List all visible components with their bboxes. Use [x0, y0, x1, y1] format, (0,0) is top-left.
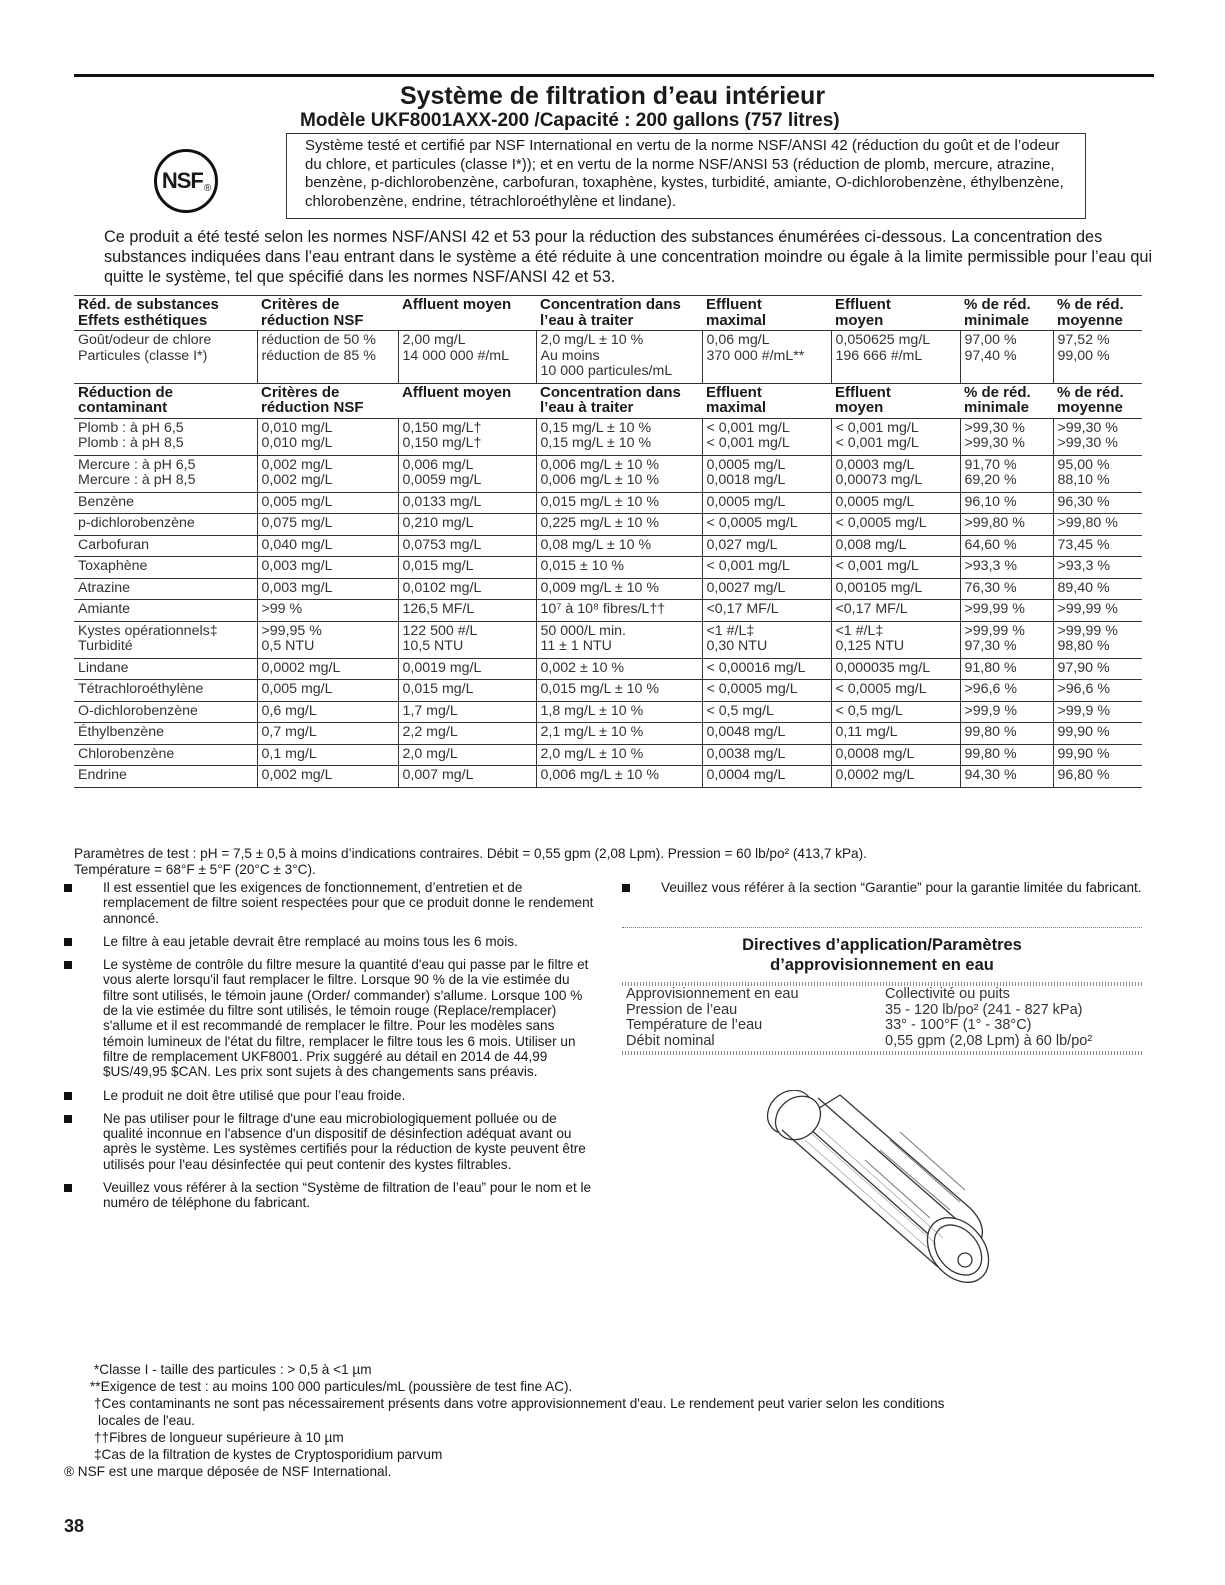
table-cell: < 0,5 mg/L: [831, 701, 960, 723]
table-cell: 0,150 mg/L† 0,150 mg/L†: [398, 418, 536, 455]
table-cell: Mercure : à pH 6,5 Mercure : à pH 8,5: [74, 455, 257, 492]
table-cell: >99,99 %: [1053, 600, 1142, 622]
table-cell: 2,0 mg/L ± 10 %: [536, 744, 702, 766]
table-cell: 0,005 mg/L: [257, 680, 398, 702]
table-row: [74, 766, 1142, 788]
directive-label: Approvisionnement en eau: [626, 986, 799, 1002]
table-cell: Éthylbenzène: [74, 723, 257, 745]
table-cell: 0,0002 mg/L: [257, 658, 398, 680]
table-cell: 0,006 mg/L ± 10 %: [536, 766, 702, 788]
column-header: Concentration dans l’eau à traiter: [536, 296, 702, 331]
table-cell: 0,008 mg/L: [831, 535, 960, 557]
page-title: Système de filtration d’eau intérieur: [399, 82, 826, 110]
table-cell: Kystes opérationnels‡ Turbidité: [74, 621, 257, 658]
test-parameters: Paramètres de test : pH = 7,5 ± 0,5 à moins d’indications contraires. Débit = 0,55 gpm (2,08 Lpm). Pression = 60 lb/po² (413,7 kPa). Température = 68°F ± 5°F (20°C ± 3°C).: [74, 846, 867, 877]
table-cell: < 0,001 mg/L < 0,001 mg/L: [702, 418, 831, 455]
table-cell: 0,075 mg/L: [257, 514, 398, 536]
table-cell: 0,0048 mg/L: [702, 723, 831, 745]
directive-value: 35 - 120 lb/po² (241 - 827 kPa): [885, 1001, 1083, 1018]
directive-row: [626, 1018, 1146, 1034]
table-cell: 0,00105 mg/L: [831, 578, 960, 600]
table-cell: réduction de 50 % réduction de 85 %: [257, 331, 398, 384]
column-header: Affluent moyen: [398, 296, 536, 331]
table-cell: 99,80 %: [960, 744, 1053, 766]
table-cell: 0,027 mg/L: [702, 535, 831, 557]
bullet-text: Veuillez vous référer à la section “Système de filtration de l’eau” pour le nom et le numéro de téléphone du fabricant.: [103, 1180, 592, 1211]
nsf-logo: [154, 149, 218, 213]
table-cell: 0,005 mg/L: [257, 492, 398, 514]
table-cell: 50 000/L min. 11 ± 1 NTU: [536, 621, 702, 658]
directive-value: 33° - 100°F (1° - 38°C): [885, 1017, 1032, 1033]
table-row: [74, 535, 1142, 557]
bullet-text: Ne pas utiliser pour le filtrage d'une eau microbiologiquement polluée ou de qualité inconnue en l'absence d'un dispositif de désinfection adéquat avant ou après le système. Les systèmes certifiés pour la réduction de kyste peuvent être utilisés pour l'eau désinfectée qui peut contenir des kystes filtrables.: [103, 1110, 586, 1172]
table-cell: <0,17 MF/L: [702, 600, 831, 622]
page-subtitle: Modèle UKF8001AXX-200 /Capacité : 200 gallons (757 litres): [300, 110, 840, 131]
table-cell: 94,30 %: [960, 766, 1053, 788]
table-cell: 0,000035 mg/L: [831, 658, 960, 680]
bullet-square-icon: [64, 938, 72, 946]
table-cell: 0,002 mg/L: [257, 766, 398, 788]
table-cell: 0,015 mg/L: [398, 680, 536, 702]
note-item: [64, 1088, 594, 1103]
table-cell: < 0,0005 mg/L: [831, 514, 960, 536]
table-cell: 73,45 %: [1053, 535, 1142, 557]
column-header: Effluent maximal: [702, 383, 831, 418]
table-cell: 76,30 %: [960, 578, 1053, 600]
table-cell: < 0,001 mg/L < 0,001 mg/L: [831, 418, 960, 455]
table-cell: 0,015 mg/L: [398, 557, 536, 579]
table-cell: 0,0019 mg/L: [398, 658, 536, 680]
table-cell: < 0,001 mg/L: [702, 557, 831, 579]
table-cell: 0,0004 mg/L: [702, 766, 831, 788]
table-cell: 0,010 mg/L 0,010 mg/L: [257, 418, 398, 455]
top-rule: [74, 74, 1154, 77]
table-cell: 0,0753 mg/L: [398, 535, 536, 557]
directive-label: Température de l’eau: [626, 1017, 763, 1033]
table-cell: 96,80 %: [1053, 766, 1142, 788]
table-cell: < 0,5 mg/L: [702, 701, 831, 723]
table-cell: 0,0038 mg/L: [702, 744, 831, 766]
table-cell: 91,80 %: [960, 658, 1053, 680]
note-item: [64, 1111, 594, 1172]
table-row: [74, 492, 1142, 514]
intro-paragraph: Ce produit a été testé selon les normes NSF/ANSI 42 et 53 pour la réduction des substances énumérées ci-dessous. La concentration des substances indiquées dans l’eau entrant dans le système a été réduite à une concentration moindre ou égale à la limite permissible pour l’eau qui quitte le système, tel que spécifié dans les normes NSF/ANSI 42 et 53.: [104, 228, 1153, 286]
table-cell: Plomb : à pH 6,5 Plomb : à pH 8,5: [74, 418, 257, 455]
table-cell: >99,9 %: [1053, 701, 1142, 723]
table-cell: 96,10 %: [960, 492, 1053, 514]
table-cell: Endrine: [74, 766, 257, 788]
table-cell: < 0,0005 mg/L: [831, 680, 960, 702]
table-cell: 0,003 mg/L: [257, 557, 398, 579]
column-header: Critères de réduction NSF: [257, 296, 398, 331]
table-cell: >96,6 %: [960, 680, 1053, 702]
table-cell: 64,60 %: [960, 535, 1053, 557]
table-cell: 0,0102 mg/L: [398, 578, 536, 600]
table-cell: Tétrachloroéthylène: [74, 680, 257, 702]
table-cell: 97,90 %: [1053, 658, 1142, 680]
column-header: % de réd. minimale: [960, 383, 1053, 418]
table-row: [74, 455, 1142, 492]
table-cell: 2,0 mg/L ± 10 % Au moins 10 000 particules/mL: [536, 331, 702, 384]
directive-label: Pression de l’eau: [626, 1001, 738, 1018]
column-header: Effluent maximal: [702, 296, 831, 331]
table-cell: 0,007 mg/L: [398, 766, 536, 788]
table-cell: 89,40 %: [1053, 578, 1142, 600]
bullet-square-icon: [64, 1092, 72, 1100]
table-cell: <1 #/L‡ 0,125 NTU: [831, 621, 960, 658]
table-cell: 0,0133 mg/L: [398, 492, 536, 514]
table-cell: 2,0 mg/L: [398, 744, 536, 766]
table-cell: 99,90 %: [1053, 744, 1142, 766]
table-row: [74, 723, 1142, 745]
table-cell: 0,015 ± 10 %: [536, 557, 702, 579]
directive-row: [626, 1034, 1146, 1050]
table-cell: 2,2 mg/L: [398, 723, 536, 745]
table-cell: 97,00 % 97,40 %: [960, 331, 1053, 384]
table-cell: < 0,0005 mg/L: [702, 514, 831, 536]
notes-right: [622, 880, 1142, 903]
column-header: Réd. de substances Effets esthétiques: [74, 296, 257, 331]
footnote: *Classe I - taille des particules : > 0,5 à <1 µm: [94, 1362, 372, 1377]
directives-bottom-rule: [622, 1051, 1142, 1055]
contaminant-header-row: [74, 383, 1142, 418]
bullet-square-icon: [64, 961, 72, 969]
directive-row: [626, 1003, 1146, 1019]
column-header: Affluent moyen: [398, 383, 536, 418]
bullet-text: Le produit ne doit être utilisé que pour l’eau froide.: [103, 1087, 406, 1103]
table-cell: >99 %: [257, 600, 398, 622]
directive-row: [626, 987, 1146, 1003]
table-cell: 2,00 mg/L 14 000 000 #/mL: [398, 331, 536, 384]
footnotes: [64, 1361, 1144, 1480]
table-cell: >99,80 %: [960, 514, 1053, 536]
table-cell: >99,9 %: [960, 701, 1053, 723]
bullet-square-icon: [64, 884, 72, 892]
table-cell: Goût/odeur de chlore Particules (classe I*): [74, 331, 257, 384]
table-row: [74, 600, 1142, 622]
table-cell: 0,7 mg/L: [257, 723, 398, 745]
table-cell: 99,90 %: [1053, 723, 1142, 745]
table-cell: 0,225 mg/L ± 10 %: [536, 514, 702, 536]
table-cell: 0,009 mg/L ± 10 %: [536, 578, 702, 600]
registered-mark: ®: [203, 182, 211, 194]
column-header: Critères de réduction NSF: [257, 383, 398, 418]
table-cell: < 0,0005 mg/L: [702, 680, 831, 702]
table-row: [74, 701, 1142, 723]
table-cell: >96,6 %: [1053, 680, 1142, 702]
divider: [622, 927, 1142, 928]
bullet-text: Le filtre à eau jetable devrait être remplacé au moins tous les 6 mois.: [103, 933, 518, 949]
footnote: ‡Cas de la filtration de kystes de Cryptosporidium parvum: [94, 1447, 443, 1462]
table-cell: 122 500 #/L 10,5 NTU: [398, 621, 536, 658]
table-row: [74, 744, 1142, 766]
bullet-text: Veuillez vous référer à la section “Garantie” pour la garantie limitée du fabricant.: [661, 880, 1142, 895]
table-cell: 0,08 mg/L ± 10 %: [536, 535, 702, 557]
table-row: [74, 418, 1142, 455]
table-cell: 10⁷ à 10⁸ fibres/L††: [536, 600, 702, 622]
column-header: % de réd. moyenne: [1053, 296, 1142, 331]
table-cell: 0,0003 mg/L 0,00073 mg/L: [831, 455, 960, 492]
table-cell: p-dichlorobenzène: [74, 514, 257, 536]
bullet-square-icon: [622, 884, 630, 892]
certification-box: Système testé et certifié par NSF International en vertu de la norme NSF/ANSI 42 (réduction du goût et de l’odeur du chlore, et particules (classe I*)); et en vertu de la norme NSF/ANSI 53 (réduction de plomb, mercure, atrazine, benzène, p-dichlorobenzène, carbofuran, toxaphène, kystes, turbidité, amiante, O-dichlorobenzène, éthylbenzène, chlorobenzène, endrine, tétrachloroéthylène et lindane).: [286, 133, 1086, 219]
table-cell: 0,0027 mg/L: [702, 578, 831, 600]
directives-title: Directives d’application/Paramètres d’approvisionnement en eau: [742, 936, 1022, 974]
note-item: [64, 1180, 594, 1211]
table-row: [74, 621, 1142, 658]
table-row: [74, 658, 1142, 680]
table-cell: >99,99 %: [960, 600, 1053, 622]
bullet-text: Il est essentiel que les exigences de fonctionnement, d’entretien et de remplacement de filtre soient respectées pour que ce produit donne le rendement annoncé.: [103, 880, 594, 926]
table-cell: O-dichlorobenzène: [74, 701, 257, 723]
column-header: Effluent moyen: [831, 296, 960, 331]
page-number: 38: [64, 1516, 85, 1536]
table-cell: < 0,001 mg/L: [831, 557, 960, 579]
table-cell: >99,99 % 97,30 %: [960, 621, 1053, 658]
table-row: [74, 557, 1142, 579]
nsf-logo-text: NSF: [161, 168, 203, 193]
table-cell: 0,002 mg/L 0,002 mg/L: [257, 455, 398, 492]
notes-left: [64, 880, 594, 1219]
table-cell: <0,17 MF/L: [831, 600, 960, 622]
table-cell: 1,8 mg/L ± 10 %: [536, 701, 702, 723]
footnote: †Ces contaminants ne sont pas nécessairement présents dans votre approvisionnement d'eau. Le rendement peut varier selon les conditions: [94, 1396, 945, 1411]
table-cell: 0,003 mg/L: [257, 578, 398, 600]
table-cell: 0,11 mg/L: [831, 723, 960, 745]
performance-table: [74, 295, 1142, 788]
bullet-text: Le système de contrôle du filtre mesure la quantité d'eau qui passe par le filtre et vous alerte lorsqu'il faut remplacer le filtre. Lorsque 90 % de la vie estimée du filtre sont utilisés, le témoin jaune (Order/ commander) s'allume. Lorsque 100 % de la vie estimée du filtre sont utilisés, le témoin rouge (Replace/remplacer) s'allume et il est recommandé de remplacer le filtre. Pour les modèles sans témoin lumineux de l'état du filtre, remplacer le filtre tous les 6 mois. Utiliser un filtre de remplacement UKF8001. Prix suggéré au détail en 2014 de 44,99 $US/49,95 $CAN. Les prix sont sujets à des changements sans préavis.: [103, 957, 589, 1080]
table-cell: >93,3 %: [1053, 557, 1142, 579]
table-cell: Chlorobenzène: [74, 744, 257, 766]
table-row: [74, 331, 1142, 384]
bullet-square-icon: [64, 1115, 72, 1123]
note-item: [64, 880, 594, 926]
table-cell: 95,00 % 88,10 %: [1053, 455, 1142, 492]
table-cell: 0,0005 mg/L 0,0018 mg/L: [702, 455, 831, 492]
table-cell: 0,1 mg/L: [257, 744, 398, 766]
table-cell: >99,95 % 0,5 NTU: [257, 621, 398, 658]
table-cell: >99,99 % 98,80 %: [1053, 621, 1142, 658]
directives-table: [626, 987, 1146, 1049]
table-cell: <1 #/L‡ 0,30 NTU: [702, 621, 831, 658]
table-row: [74, 514, 1142, 536]
footnote: ††Fibres de longueur supérieure à 10 µm: [94, 1430, 344, 1445]
table-cell: 0,0008 mg/L: [831, 744, 960, 766]
directive-value: Collectivité ou puits: [885, 986, 1010, 1002]
table-cell: Lindane: [74, 658, 257, 680]
table-cell: Atrazine: [74, 578, 257, 600]
bullet-square-icon: [64, 1184, 72, 1192]
directive-value: 0,55 gpm (2,08 Lpm) à 60 lb/po²: [885, 1032, 1093, 1049]
directive-label: Débit nominal: [626, 1032, 715, 1049]
column-header: Concentration dans l’eau à traiter: [536, 383, 702, 418]
table-cell: 97,52 % 99,00 %: [1053, 331, 1142, 384]
table-cell: < 0,00016 mg/L: [702, 658, 831, 680]
table-cell: 0,015 mg/L ± 10 %: [536, 680, 702, 702]
footnote: locales de l'eau.: [98, 1413, 196, 1428]
note-item: [64, 957, 594, 1079]
table-cell: 0,6 mg/L: [257, 701, 398, 723]
footnote: **Exigence de test : au moins 100 000 particules/mL (poussière de test fine AC).: [90, 1379, 573, 1394]
column-header: Effluent moyen: [831, 383, 960, 418]
note-item: [64, 934, 594, 949]
table-cell: 0,006 mg/L ± 10 % 0,006 mg/L ± 10 %: [536, 455, 702, 492]
aesthetic-header-row: [74, 296, 1142, 331]
filter-cartridge-illustration: [760, 1090, 1000, 1300]
table-cell: 0,040 mg/L: [257, 535, 398, 557]
table-cell: 0,050625 mg/L 196 666 #/mL: [831, 331, 960, 384]
column-header: Réduction de contaminant: [74, 383, 257, 418]
table-cell: >93,3 %: [960, 557, 1053, 579]
table-cell: 96,30 %: [1053, 492, 1142, 514]
note-item: [622, 880, 1142, 895]
table-cell: 99,80 %: [960, 723, 1053, 745]
table-cell: 0,002 ± 10 %: [536, 658, 702, 680]
table-cell: >99,30 % >99,30 %: [960, 418, 1053, 455]
table-cell: 1,7 mg/L: [398, 701, 536, 723]
table-cell: 0,06 mg/L 370 000 #/mL**: [702, 331, 831, 384]
table-cell: >99,80 %: [1053, 514, 1142, 536]
table-row: [74, 578, 1142, 600]
table-cell: 0,210 mg/L: [398, 514, 536, 536]
table-cell: 0,015 mg/L ± 10 %: [536, 492, 702, 514]
footnote: ® NSF est une marque déposée de NSF International.: [64, 1464, 392, 1479]
table-cell: 2,1 mg/L ± 10 %: [536, 723, 702, 745]
table-cell: >99,30 % >99,30 %: [1053, 418, 1142, 455]
table-cell: Benzène: [74, 492, 257, 514]
column-header: % de réd. moyenne: [1053, 383, 1142, 418]
table-cell: Toxaphène: [74, 557, 257, 579]
table-cell: 0,0005 mg/L: [831, 492, 960, 514]
table-cell: 0,006 mg/L 0,0059 mg/L: [398, 455, 536, 492]
table-cell: Amiante: [74, 600, 257, 622]
table-cell: Carbofuran: [74, 535, 257, 557]
table-cell: 0,0005 mg/L: [702, 492, 831, 514]
table-cell: 0,0002 mg/L: [831, 766, 960, 788]
table-row: [74, 680, 1142, 702]
table-body: [74, 296, 1142, 788]
table-cell: 126,5 MF/L: [398, 600, 536, 622]
column-header: % de réd. minimale: [960, 296, 1053, 331]
table-cell: 0,15 mg/L ± 10 % 0,15 mg/L ± 10 %: [536, 418, 702, 455]
table-cell: 91,70 % 69,20 %: [960, 455, 1053, 492]
